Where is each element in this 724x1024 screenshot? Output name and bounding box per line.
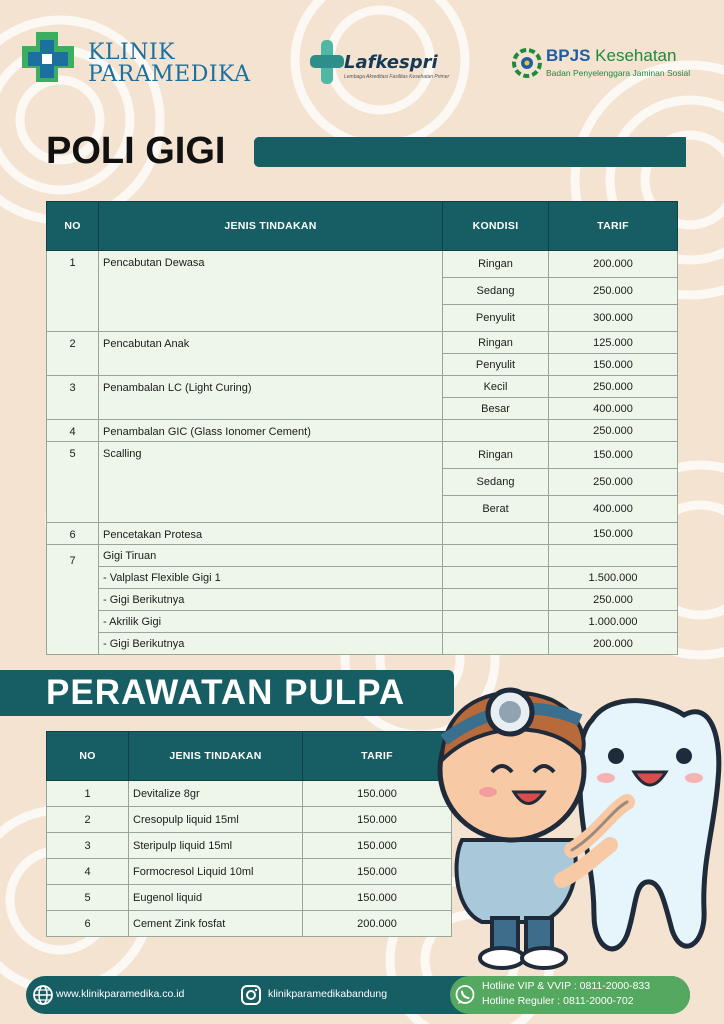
table-row: [47, 251, 678, 278]
hotline-reguler[interactable]: Hotline Reguler : 0811-2000-702: [482, 995, 634, 1007]
bpjs-logo: [512, 44, 712, 84]
footer-bar: [26, 976, 690, 1014]
cell-tarif: 150.000: [549, 354, 678, 376]
cell-jenis: Penambalan LC (Light Curing): [99, 376, 443, 420]
cell-no: 2: [47, 807, 129, 833]
cell-kondisi: Sedang: [443, 278, 549, 305]
cell-tarif: 1.000.000: [549, 611, 678, 633]
cell-no: 1: [47, 251, 99, 332]
cell-tarif: 400.000: [549, 496, 678, 523]
cell-no: 3: [47, 376, 99, 420]
klinik-paramedika-logo: [18, 26, 251, 88]
cell-jenis: - Akrilik Gigi: [99, 611, 443, 633]
pulpa-col-header-jenis: JENIS TINDAKAN: [129, 732, 303, 781]
lafkespri-logo: [310, 38, 460, 90]
table-row: [47, 833, 452, 859]
cell-jenis: Devitalize 8gr: [129, 781, 303, 807]
cell-kondisi: Berat: [443, 496, 549, 523]
cell-kondisi: [443, 589, 549, 611]
table-row: [47, 589, 678, 611]
cell-tarif: [549, 545, 678, 567]
col-header-kondisi: KONDISI: [443, 202, 549, 251]
perawatan-pulpa-table: [46, 731, 452, 937]
poli-gigi-table: [46, 201, 678, 655]
cell-kondisi: Penyulit: [443, 354, 549, 376]
cell-tarif: 150.000: [303, 859, 452, 885]
cell-jenis: Formocresol Liquid 10ml: [129, 859, 303, 885]
cell-jenis: Eugenol liquid: [129, 885, 303, 911]
cell-jenis: Scalling: [99, 442, 443, 523]
cell-tarif: 150.000: [303, 833, 452, 859]
instagram-handle[interactable]: klinikparamedikabandung: [268, 988, 388, 1000]
cell-no: 6: [47, 523, 99, 545]
klinik-cross-icon: [18, 26, 80, 88]
bpjs-title-b: Kesehatan: [595, 46, 677, 65]
table-row: [47, 442, 678, 469]
cell-tarif: 150.000: [549, 523, 678, 545]
cell-tarif: 250.000: [549, 469, 678, 496]
cell-tarif: 250.000: [549, 589, 678, 611]
cell-tarif: 150.000: [549, 442, 678, 469]
perawatan-pulpa-title: PERAWATAN PULPA: [46, 673, 406, 712]
cell-jenis: Cement Zink fosfat: [129, 911, 303, 937]
table-row: [47, 523, 678, 545]
cell-tarif: 150.000: [303, 781, 452, 807]
cell-jenis: Gigi Tiruan: [99, 545, 443, 567]
cell-tarif: 250.000: [549, 278, 678, 305]
cell-tarif: 200.000: [549, 251, 678, 278]
cell-tarif: 250.000: [549, 420, 678, 442]
table-row: [47, 567, 678, 589]
cell-tarif: 1.500.000: [549, 567, 678, 589]
cell-kondisi: Penyulit: [443, 305, 549, 332]
poli-gigi-title: POLI GIGI: [46, 130, 226, 172]
hotline-vip[interactable]: Hotline VIP & VVIP : 0811-2000-833: [482, 980, 651, 992]
globe-icon: [32, 984, 54, 1006]
cell-tarif: 250.000: [549, 376, 678, 398]
cell-kondisi: Kecil: [443, 376, 549, 398]
pulpa-col-header-no: NO: [47, 732, 129, 781]
cell-jenis: - Valplast Flexible Gigi 1: [99, 567, 443, 589]
lafkespri-wordmark: Lafkespri: [344, 52, 438, 73]
whatsapp-icon: [454, 984, 476, 1006]
cell-jenis: - Gigi Berikutnya: [99, 633, 443, 655]
instagram-icon: [240, 984, 262, 1006]
cell-no: 3: [47, 833, 129, 859]
cell-no: 7: [47, 545, 99, 655]
table-row: [47, 633, 678, 655]
perawatan-pulpa-body: [47, 781, 452, 937]
website-link[interactable]: www.klinikparamedika.co.id: [56, 988, 185, 1000]
col-header-jenis: JENIS TINDAKAN: [99, 202, 443, 251]
cell-tarif: 150.000: [303, 807, 452, 833]
cell-kondisi: [443, 523, 549, 545]
cell-kondisi: Ringan: [443, 442, 549, 469]
cell-no: 5: [47, 442, 99, 523]
cell-kondisi: Sedang: [443, 469, 549, 496]
cell-jenis: - Gigi Berikutnya: [99, 589, 443, 611]
cell-jenis: Cresopulp liquid 15ml: [129, 807, 303, 833]
cell-tarif: 150.000: [303, 885, 452, 911]
lafkespri-cross-icon: [310, 38, 344, 86]
bpjs-subtitle: Badan Penyelenggara Jaminan Sosial: [546, 68, 691, 78]
bpjs-title: [546, 46, 724, 66]
dentist-tooth-mascot-illustration: [422, 660, 724, 974]
cell-kondisi: [443, 420, 549, 442]
cell-no: 5: [47, 885, 129, 911]
cell-no: 2: [47, 332, 99, 376]
cell-tarif: 200.000: [303, 911, 452, 937]
bpjs-emblem-icon: [512, 48, 542, 78]
cell-no: 4: [47, 859, 129, 885]
cell-tarif: 125.000: [549, 332, 678, 354]
bpjs-title-a: BPJS: [546, 46, 591, 65]
table-row: [47, 611, 678, 633]
table-row: [47, 376, 678, 398]
poli-gigi-body: [47, 251, 678, 655]
cell-kondisi: Ringan: [443, 251, 549, 278]
cell-tarif: 300.000: [549, 305, 678, 332]
cell-jenis: Pencabutan Dewasa: [99, 251, 443, 332]
table-row: [47, 885, 452, 911]
cell-kondisi: [443, 633, 549, 655]
cell-kondisi: [443, 545, 549, 567]
cell-kondisi: [443, 567, 549, 589]
cell-no: 4: [47, 420, 99, 442]
table-row: [47, 911, 452, 937]
cell-jenis: Pencetakan Protesa: [99, 523, 443, 545]
table-row: [47, 332, 678, 354]
cell-kondisi: Besar: [443, 398, 549, 420]
lafkespri-tagline: Lembaga Akreditasi Fasilitas Kesehatan Primer: [344, 74, 450, 80]
col-header-tarif: TARIF: [549, 202, 678, 251]
cell-no: 1: [47, 781, 129, 807]
table-row: [47, 781, 452, 807]
cell-kondisi: Ringan: [443, 332, 549, 354]
table-row: [47, 807, 452, 833]
cell-jenis: Pencabutan Anak: [99, 332, 443, 376]
table-row: [47, 859, 452, 885]
klinik-name-line1: KLINIK: [88, 40, 176, 65]
cell-tarif: 200.000: [549, 633, 678, 655]
cell-no: 6: [47, 911, 129, 937]
cell-kondisi: [443, 611, 549, 633]
cell-jenis: Steripulp liquid 15ml: [129, 833, 303, 859]
col-header-no: NO: [47, 202, 99, 251]
title-accent-bar: [254, 137, 686, 167]
cell-jenis: Penambalan GIC (Glass Ionomer Cement): [99, 420, 443, 442]
cell-tarif: 400.000: [549, 398, 678, 420]
table-row: [47, 420, 678, 442]
klinik-name-line2: PARAMEDIKA: [88, 62, 251, 87]
table-row: [47, 545, 678, 567]
pulpa-col-header-tarif: TARIF: [303, 732, 452, 781]
